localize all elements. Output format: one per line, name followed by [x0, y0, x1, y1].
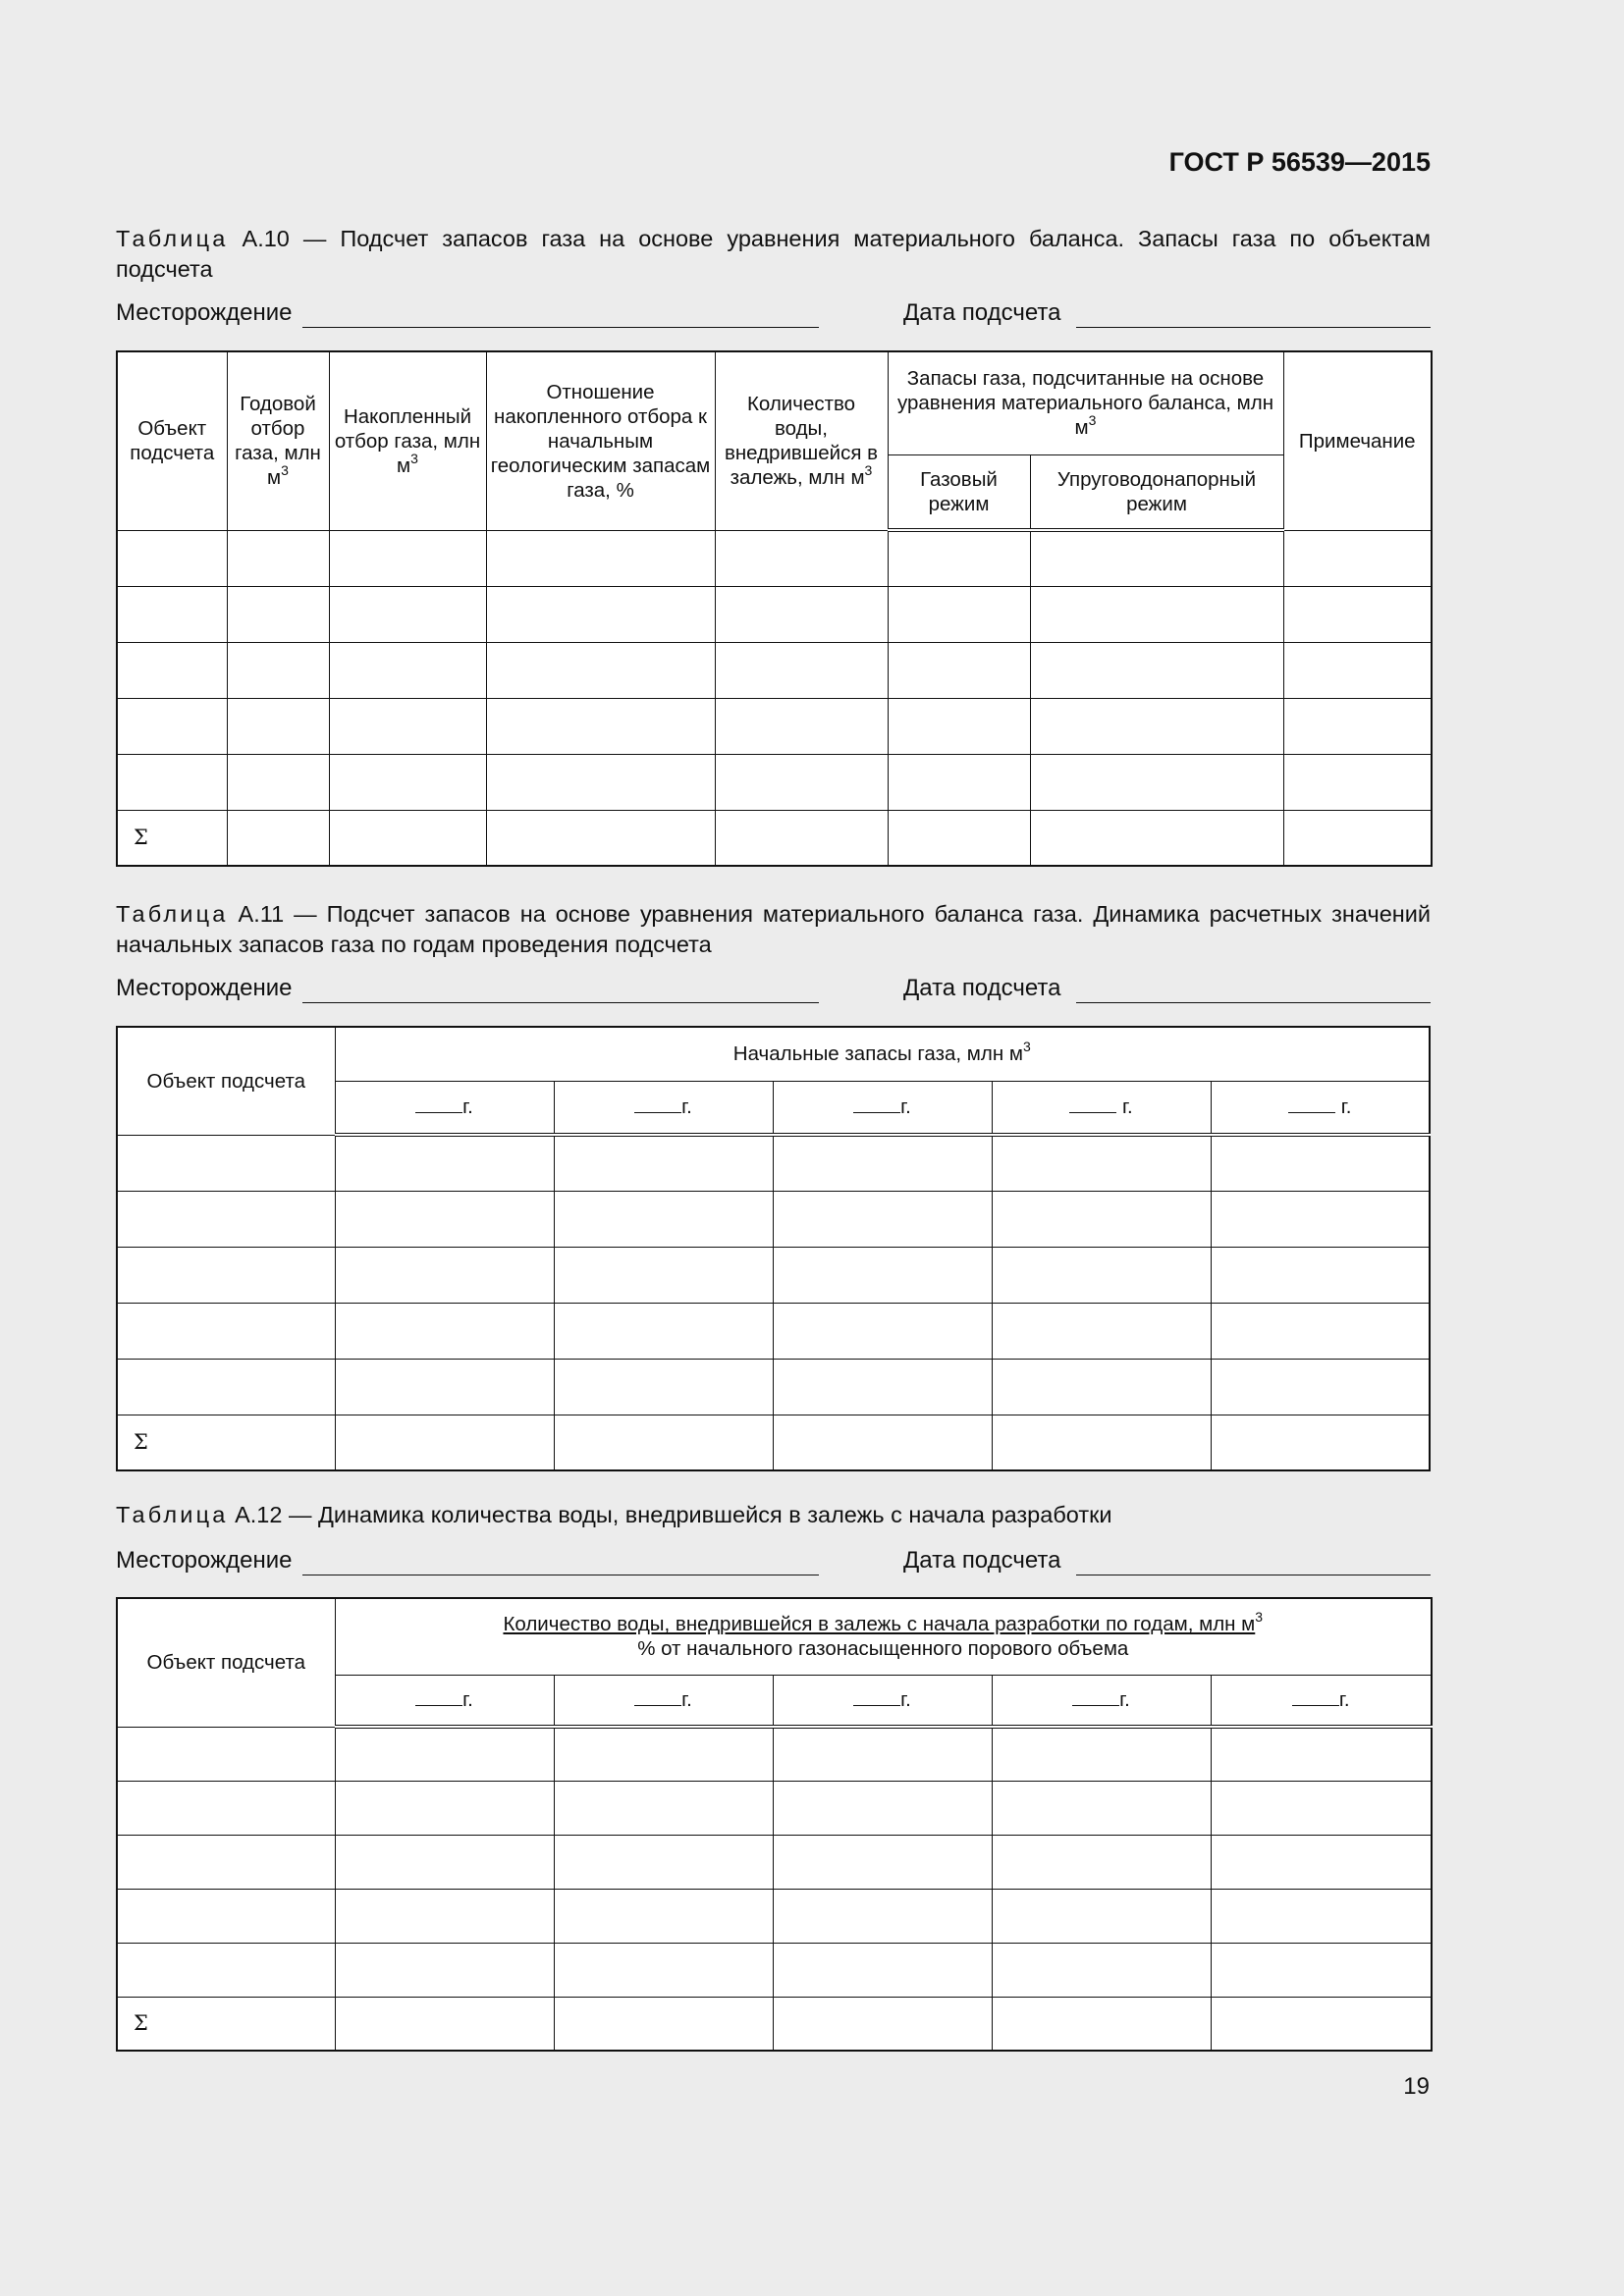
table-row	[117, 1359, 1430, 1415]
header-note: Примечание	[1283, 351, 1432, 530]
table-a12-caption	[116, 1500, 1431, 1530]
standard-code: ГОСТ Р 56539—2015	[1168, 147, 1431, 177]
table-row	[117, 1191, 1430, 1247]
header-year: г.	[992, 1081, 1211, 1135]
table-row	[117, 698, 1432, 754]
year-blank[interactable]	[1069, 1096, 1116, 1113]
header-year: г.	[773, 1675, 992, 1727]
sum-symbol: Σ	[117, 810, 227, 866]
date-label: Дата подсчета	[903, 975, 1061, 1001]
header-object: Объект подсчета	[117, 1027, 335, 1135]
year-blank[interactable]	[1292, 1689, 1339, 1706]
field-label: Месторождение	[116, 299, 293, 326]
header-water-influx-group: Количество воды, внедрившейся в залежь с начала разработки по годам, млн $м^3$ % от начального газонасыщенного порового объема	[335, 1598, 1432, 1675]
date-label: Дата подсчета	[903, 1547, 1061, 1574]
year-blank[interactable]	[853, 1689, 900, 1706]
header-year: г.	[335, 1081, 554, 1135]
table-a11	[116, 1026, 1431, 1471]
table-row	[117, 1781, 1432, 1835]
caption-text: А.12 — Динамика количества воды, внедрившейся в залежь с начала разработки	[228, 1502, 1112, 1527]
year-blank[interactable]	[415, 1689, 462, 1706]
header-ratio: Отношение накопленного отбора к начальным геологическим запасам газа, %	[486, 351, 715, 530]
header-year: г.	[335, 1675, 554, 1727]
header-year: г.	[1211, 1081, 1430, 1135]
table-row	[117, 1727, 1432, 1781]
sum-symbol: Σ	[117, 1997, 335, 2051]
header-initial-reserves: Начальные запасы газа, млн $м^3$	[335, 1027, 1430, 1081]
table-row	[117, 1247, 1430, 1303]
sum-row	[117, 1415, 1430, 1470]
table-row	[117, 1943, 1432, 1997]
table-row	[117, 642, 1432, 698]
sum-symbol: Σ	[117, 1415, 335, 1470]
table-row	[117, 754, 1432, 810]
year-blank[interactable]	[1072, 1689, 1119, 1706]
date-input-line[interactable]	[1076, 1002, 1431, 1003]
header-year: г.	[992, 1675, 1211, 1727]
table-a11-fields	[116, 975, 1431, 1008]
date-input-line[interactable]	[1076, 327, 1431, 328]
field-input-line[interactable]	[302, 1002, 819, 1003]
header-annual-production: Годовой отбор газа, млн $м^3$	[227, 351, 329, 530]
year-blank[interactable]	[634, 1689, 681, 1706]
header-line-1: Количество воды, внедрившейся в залежь с начала разработки по годам, млн м	[503, 1613, 1256, 1636]
header-reserves-group: Запасы газа, подсчитанные на основе уравнения материального баланса, млн $м^3$	[888, 351, 1283, 454]
caption-text: А.11 — Подсчет запасов на основе уравнения материального баланса газа. Динамика расчетных значений начальных запасов газа по годам проведения подсчета	[116, 901, 1431, 957]
table-row	[117, 1835, 1432, 1889]
header-object: Объект подсчета	[117, 351, 227, 530]
table-a12-fields	[116, 1547, 1431, 1580]
caption-word: Таблица	[116, 1502, 229, 1527]
table-row	[117, 1303, 1430, 1359]
header-water-drive-mode: Упруговодонапорный режим	[1030, 454, 1283, 530]
year-blank[interactable]	[1288, 1096, 1335, 1113]
table-a12	[116, 1597, 1433, 2052]
caption-word: Таблица	[116, 226, 229, 251]
caption-word: Таблица	[116, 901, 229, 927]
table-a11-caption	[116, 899, 1431, 960]
sum-row	[117, 1997, 1432, 2051]
table-a10-caption	[116, 224, 1431, 285]
table-row	[117, 586, 1432, 642]
table-row	[117, 1889, 1432, 1943]
field-label: Месторождение	[116, 975, 293, 1001]
header-year: г.	[554, 1081, 773, 1135]
year-blank[interactable]	[634, 1096, 681, 1113]
table-a10	[116, 350, 1433, 867]
header-cumulative-production: Накопленный отбор газа, млн $м^3$	[329, 351, 486, 530]
header-year: г.	[1211, 1675, 1432, 1727]
field-input-line[interactable]	[302, 327, 819, 328]
header-year: г.	[773, 1081, 992, 1135]
table-row	[117, 530, 1432, 586]
page-number: 19	[1403, 2073, 1430, 2100]
header-gas-mode: Газовый режим	[888, 454, 1030, 530]
year-blank[interactable]	[853, 1096, 900, 1113]
date-label: Дата подсчета	[903, 299, 1061, 326]
sum-row	[117, 810, 1432, 866]
field-label: Месторождение	[116, 1547, 293, 1574]
caption-text: А.10 — Подсчет запасов газа на основе уравнения материального баланса. Запасы газа по объектам подсчета	[116, 226, 1431, 282]
table-a10-fields	[116, 299, 1431, 333]
header-water-influx: Количество воды, внедрившейся в залежь, млн $м^3$	[715, 351, 888, 530]
header-line-2: % от начального газонасыщенного порового объема	[637, 1637, 1129, 1661]
header-object: Объект подсчета	[117, 1598, 335, 1727]
table-row	[117, 1135, 1430, 1191]
header-year: г.	[554, 1675, 773, 1727]
year-blank[interactable]	[415, 1096, 462, 1113]
